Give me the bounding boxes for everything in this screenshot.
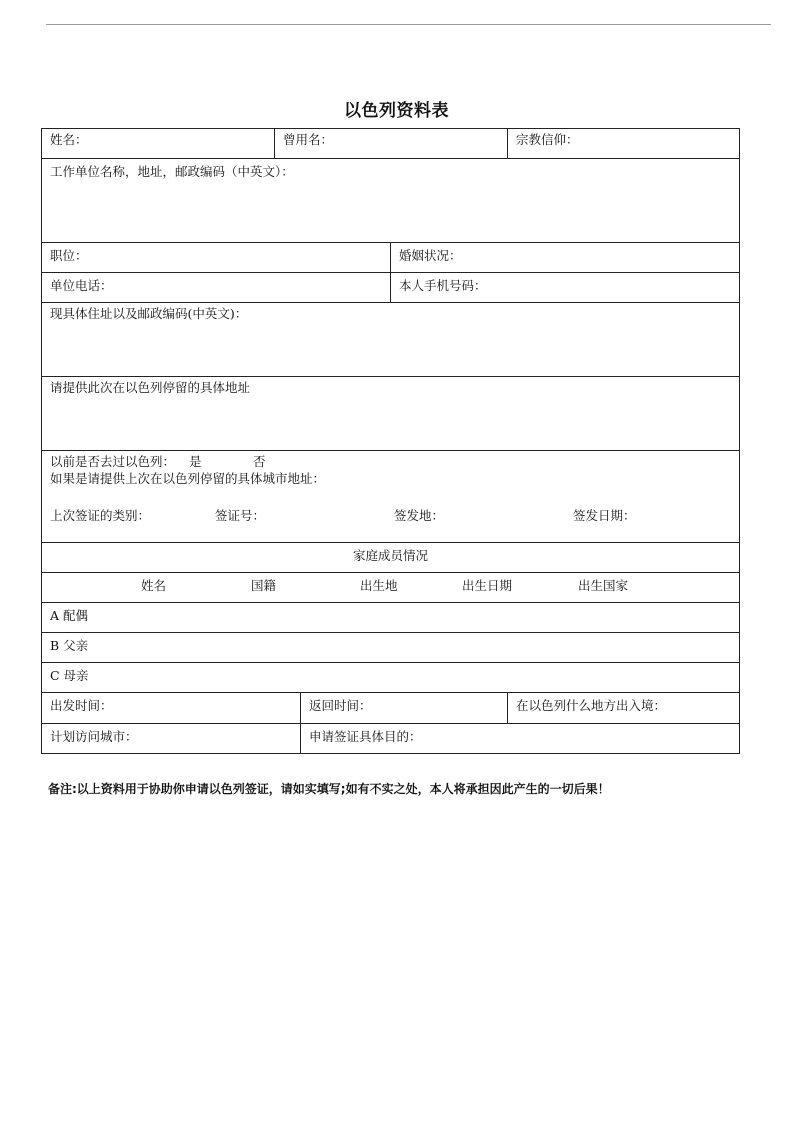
marital-status-field[interactable]: 婚姻状况： [391,243,740,273]
spouse-row[interactable]: A 配偶 [42,603,740,633]
mother-row[interactable]: C 母亲 [42,663,740,693]
entry-place-field[interactable]: 在以色列什么地方出入境： [508,693,740,724]
issue-date-label: 签发日期： [572,508,636,523]
family-col-nationality: 国籍 [250,578,276,593]
family-header: 家庭成员情况 [42,543,740,573]
return-time-field[interactable]: 返回时间： [301,693,508,724]
yes-option[interactable]: 是 [189,454,202,469]
mobile-field[interactable]: 本人手机号码： [391,273,740,303]
no-option[interactable]: 否 [252,454,266,469]
footer-note: 备注:以上资料用于协助你申请以色列签证，请如实填写;如有不实之处，本人将承担因此产生的一切后果！ [48,782,610,796]
family-col-birth-country: 出生国家 [577,578,628,593]
purpose-field[interactable]: 申请签证具体目的： [301,724,740,754]
work-phone-field[interactable]: 单位电话： [42,273,391,303]
visa-number-label: 签证号： [214,508,265,523]
work-unit-field[interactable]: 工作单位名称，地址，邮政编码（中英文）： [42,159,740,243]
last-visa-type-label: 上次签证的类别： [50,508,151,523]
visited-before-label: 以前是否去过以色列： [50,454,176,469]
issue-place-label: 签发地： [393,508,444,523]
stay-address-field[interactable]: 请提供此次在以色列停留的具体地址 [42,377,740,451]
cities-field[interactable]: 计划访问城市： [42,724,301,754]
departure-time-field[interactable]: 出发时间： [42,693,301,724]
form-title: 以色列资料表 [344,101,449,121]
israel-info-form [41,128,739,754]
header-rule [46,24,771,25]
position-field[interactable]: 职位： [42,243,391,273]
family-col-birthplace: 出生地 [359,578,398,593]
former-name-field[interactable]: 曾用名： [275,129,508,159]
family-col-birthdate: 出生日期 [461,578,512,593]
family-col-name: 姓名 [141,578,167,593]
father-row[interactable]: B 父亲 [42,633,740,663]
previous-visit-field[interactable] [42,451,740,543]
current-address-field[interactable]: 现具体住址以及邮政编码(中英文)： [42,303,740,377]
prev-city-label: 如果是请提供上次在以色列停留的具体城市地址： [50,471,326,486]
name-field[interactable]: 姓名： [42,129,275,159]
family-columns-row [42,573,740,603]
form-table [41,128,740,754]
religion-field[interactable]: 宗教信仰： [508,129,740,159]
